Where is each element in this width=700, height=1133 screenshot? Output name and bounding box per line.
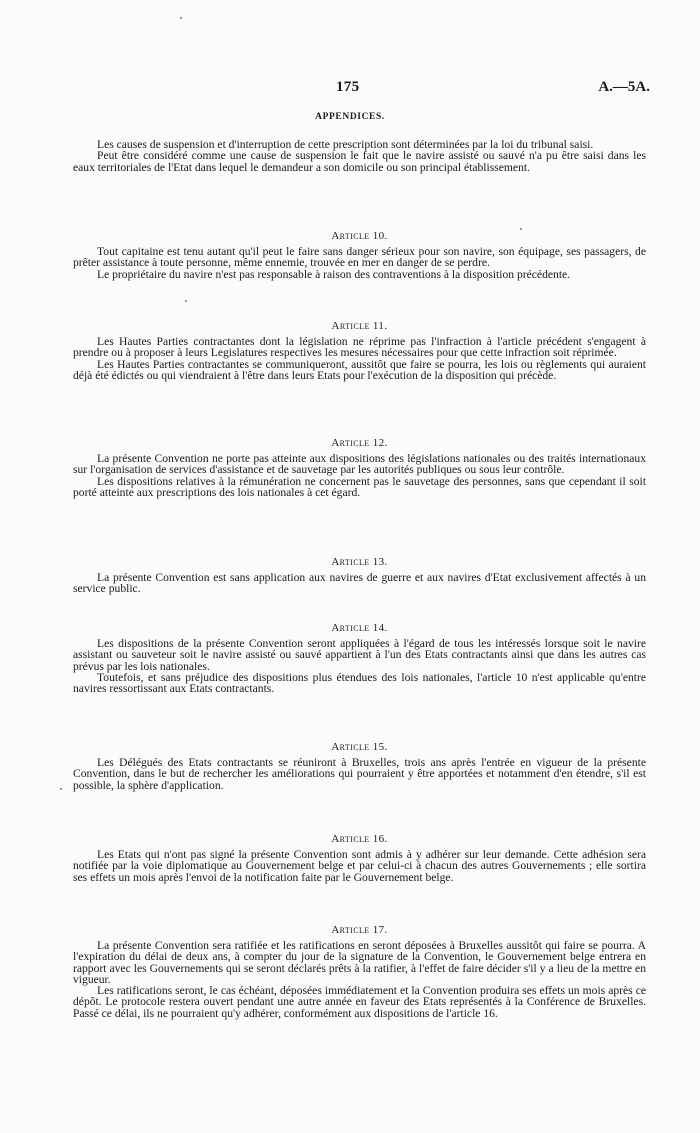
running-head: APPENDICES. <box>315 112 385 122</box>
article-paragraph: Toutefois, et sans préjudice des dispositions plus étendues des lois nationales, l'article 10 n'est applicable qu'entre navires ressortissant aux Etats contractants. <box>73 670 646 696</box>
article-15 <box>73 741 646 791</box>
article-paragraph: Les Hautes Parties contractantes se communiqueront, aussitôt que faire se pourra, les lois ou règlements qui auraient déjà été édictés ou qui viendraient à l'être dans leurs Etats pour l'exécution de la disposition qui précède. <box>73 357 646 382</box>
article-12 <box>73 437 646 498</box>
article-heading: Article 14. <box>331 622 388 634</box>
article-heading: Article 16. <box>331 833 388 845</box>
article-17 <box>73 924 646 1019</box>
article-paragraph: Tout capitaine est tenu autant qu'il peut le faire sans danger sérieux pour son navire, son équipage, ses passagers, de prêter assistance à toute personne, même ennemie, trouvée en mer en danger de se perdre. <box>73 245 646 270</box>
article-paragraph: La présente Convention est sans application aux navires de guerre et aux navires d'Etat exclusivement affectés à un service public. <box>73 571 646 596</box>
article-paragraph: Les dispositions de la présente Convention seront appliquées à l'égard de tous les intéressés lorsque soit le navire assistant ou sauveteur soit le navire assisté ou sauvé appartient à l'un des Etats contractants ainsi que dans les autres cas prévus par les lois nationales. <box>73 637 646 673</box>
article-heading: Article 12. <box>331 437 388 449</box>
article-heading: Article 15. <box>331 741 388 753</box>
article-11 <box>73 320 646 381</box>
scan-speck <box>180 17 182 19</box>
scan-speck <box>60 788 62 790</box>
article-paragraph: La présente Convention ne porte pas atteinte aux dispositions des législations nationales ou des traités internationaux sur l'organisation de services d'assistance et de sauvetage par les autorités publiques ou sous leur contrôle. <box>73 452 646 477</box>
scan-speck <box>185 300 187 302</box>
article-paragraph: Les Hautes Parties contractantes dont la législation ne réprime pas l'infraction à l'article précédent s'engagent à prendre ou à proposer à leurs Legislatures respectives les mesures nécessaires pour que cette infraction soit réprimée. <box>73 335 646 360</box>
article-14 <box>73 622 646 694</box>
article-paragraph: Le propriétaire du navire n'est pas responsable à raison des contraventions à la disposition précédente. <box>97 267 571 281</box>
section-code: A.—5A. <box>598 79 650 95</box>
scan-speck <box>520 228 522 230</box>
intro-paragraph: Peut être considéré comme une cause de suspension le fait que le navire assisté ou sauvé n'a pu être saisi dans les eaux territoriales de l'Etat dans lequel le demandeur a son domicile ou son principal établissement. <box>73 149 646 174</box>
article-heading: Article 10. <box>331 230 388 242</box>
article-heading: Article 11. <box>331 320 388 332</box>
article-paragraph: Les ratifications seront, le cas échéant, déposées immédiatement et la Convention produira ses effets un mois après ce dépôt. Le protocole restera ouvert pendant une autre année en faveur des Etats représentés à la Conférence de Bruxelles. Passé ce délai, ils ne pourraient qu'y adhérer, conformément aux dispositions de l'article 16. <box>73 984 646 1020</box>
article-paragraph: Les dispositions relatives à la rémunération ne concernent pas le sauvetage des personnes, sans que cependant il soit porté atteinte aux prescriptions des lois nationales à cet égard. <box>73 474 646 499</box>
article-10 <box>73 230 646 280</box>
article-13 <box>73 556 646 595</box>
article-heading: Article 13. <box>331 556 388 568</box>
article-16 <box>73 833 646 883</box>
article-paragraph: La présente Convention sera ratifiée et les ratifications en seront déposées à Bruxelles aussitôt qui faire se pourra. A l'expiration du délai de deux ans, à compter du jour de la signature de la Convention, le Gouvernement belge entrera en rapport avec les Gouvernements qui se seront déclarés prêts à la ratifier, à l'effet de faire décider s'il y a lieu de la mettre en vigueur. <box>73 939 646 986</box>
page-number: 175 <box>336 79 360 95</box>
intro-paragraph: Les causes de suspension et d'interruption de cette prescription sont déterminées par la loi du tribunal saisi. <box>97 138 594 151</box>
article-paragraph: Les Délégués des Etats contractants se réuniront à Bruxelles, trois ans après l'entrée en vigueur de la présente Convention, dans le but de rechercher les améliorations qui pourraient y être apportées et notamment d'en étendre, s'il est possible, la sphère d'application. <box>73 756 646 792</box>
article-paragraph: Les Etats qui n'ont pas signé la présente Convention sont admis à y adhérer sur leur demande. Cette adhésion sera notifiée par la voie diplomatique au Gouvernement belge et par celui-ci à chacun des autres Gouvernements ; elle sortira ses effets un mois après l'envoi de la notification faite par le Gouvernement belge. <box>73 848 646 884</box>
article-heading: Article 17. <box>331 924 388 936</box>
intro-section <box>73 139 646 173</box>
